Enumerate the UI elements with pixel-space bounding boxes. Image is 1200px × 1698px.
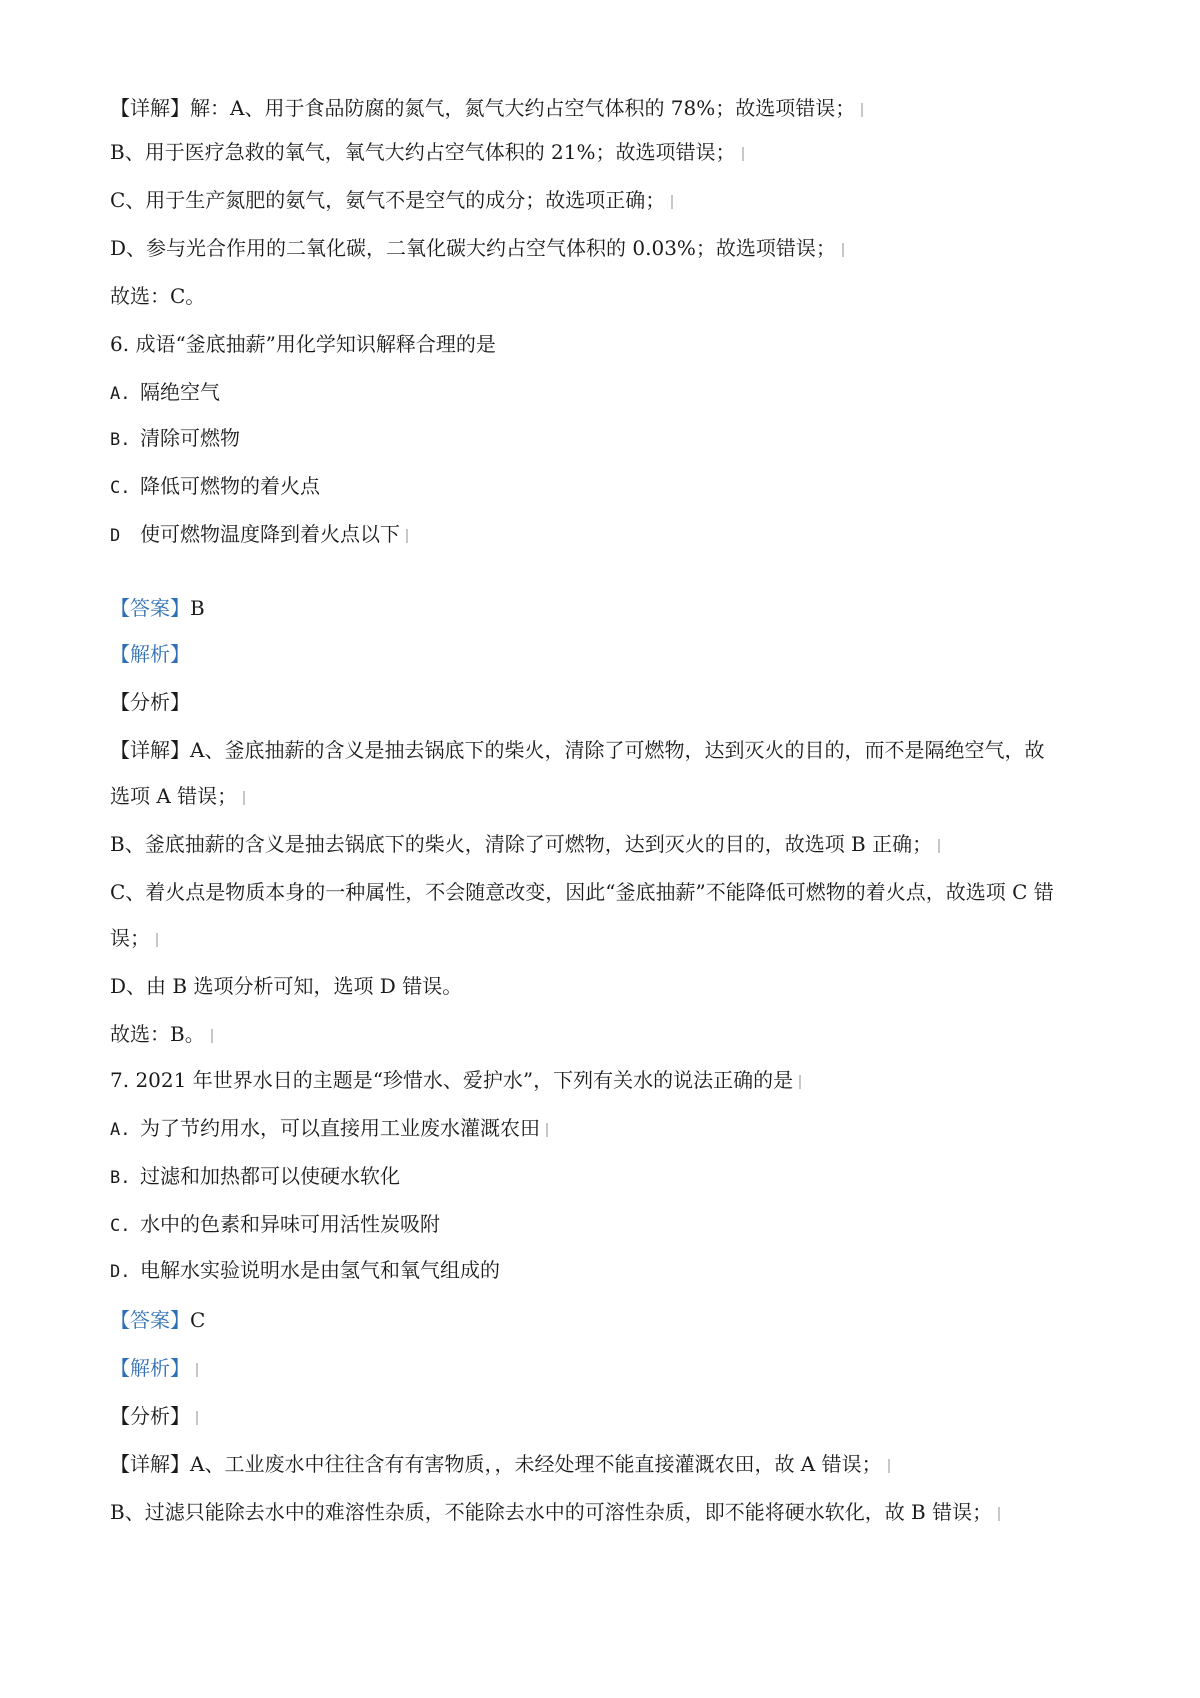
q5-detail-line-2: B、用于医疗急救的氧气，氧气大约占空气体积的 21%；故选项错误； bbox=[110, 138, 744, 166]
q6-option-d: D 使可燃物温度降到着火点以下 bbox=[110, 520, 408, 550]
q7-detail-line-2: B、过滤只能除去水中的难溶性杂质，不能除去水中的可溶性杂质，即不能将硬水软化，故 B 错误； bbox=[110, 1498, 1000, 1526]
q6-analysis-label: 【解析】 bbox=[110, 642, 190, 666]
q6-detail-line-5: 误； bbox=[110, 924, 158, 952]
q7-fenxi-label: 【分析】 bbox=[110, 1402, 198, 1430]
q5-detail-line-4: D、参与光合作用的二氧化碳，二氧化碳大约占空气体积的 0.03%；故选项错误； bbox=[110, 234, 844, 262]
q6-detail-line-2: 选项 A 错误； bbox=[110, 782, 245, 810]
q6-stem: 6. 成语“釜底抽薪”用化学知识解释合理的是 bbox=[110, 332, 496, 356]
q7-detail-line-1: 【详解】A、工业废水中往往含有有害物质，，未经处理不能直接灌溉农田，故 A 错误； bbox=[110, 1450, 890, 1478]
q7-option-d: D. 电解水实验说明水是由氢气和氧气组成的 bbox=[110, 1258, 500, 1282]
q6-detail-line-6: D、由 B 选项分析可知，选项 D 错误。 bbox=[110, 974, 463, 998]
q5-detail-line-3: C、用于生产氮肥的氨气，氨气不是空气的成分；故选项正确； bbox=[110, 186, 673, 214]
q7-option-b: B. 过滤和加热都可以使硬水软化 bbox=[110, 1164, 400, 1188]
q5-detail-line-1: 【详解】解：A、用于食品防腐的氮气，氮气大约占空气体积的 78%；故选项错误； bbox=[110, 94, 863, 122]
q7-answer: 【答案】C bbox=[110, 1308, 206, 1332]
q7-option-a: A. 为了节约用水，可以直接用工业废水灌溉农田 bbox=[110, 1114, 548, 1144]
q6-detail-line-3: B、釜底抽薪的含义是抽去锅底下的柴火，清除了可燃物，达到灭火的目的，故选项 B 正确； bbox=[110, 830, 940, 858]
q7-stem: 7. 2021 年世界水日的主题是“珍惜水、爱护水”，下列有关水的说法正确的是 bbox=[110, 1066, 801, 1094]
q6-answer: 【答案】B bbox=[110, 596, 205, 620]
q6-option-c: C. 降低可燃物的着火点 bbox=[110, 474, 320, 498]
q6-fenxi-label: 【分析】 bbox=[110, 690, 190, 714]
q5-conclusion: 故选：C。 bbox=[110, 284, 206, 308]
q6-option-a: A. 隔绝空气 bbox=[110, 380, 220, 404]
q7-option-c: C. 水中的色素和异味可用活性炭吸附 bbox=[110, 1212, 440, 1236]
q6-option-b: B. 清除可燃物 bbox=[110, 426, 240, 450]
q6-detail-line-4: C、着火点是物质本身的一种属性，不会随意改变，因此“釜底抽薪”不能降低可燃物的着火点，故选项 C 错 bbox=[110, 880, 1054, 904]
q6-conclusion: 故选：B。 bbox=[110, 1020, 213, 1048]
q6-detail-line-1: 【详解】A、釜底抽薪的含义是抽去锅底下的柴火，清除了可燃物，达到灭火的目的，而不是隔绝空气，故 bbox=[110, 738, 1045, 762]
q7-analysis-label: 【解析】 bbox=[110, 1354, 198, 1382]
